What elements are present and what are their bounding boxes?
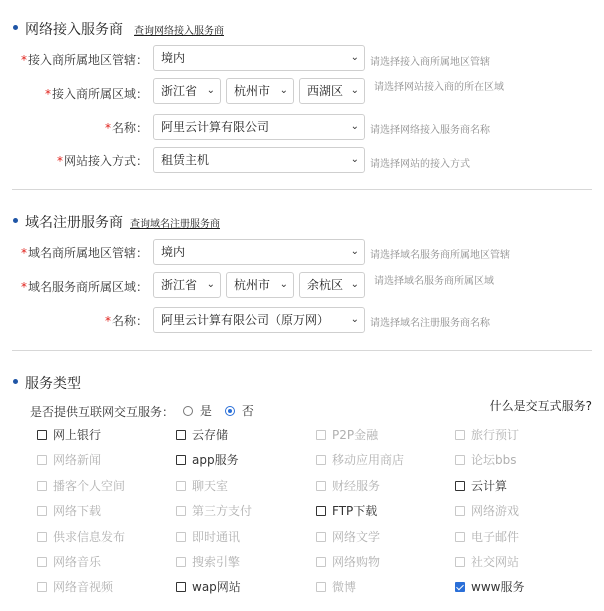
domain-district-select[interactable]: 余杭区 ⌄ [299,272,365,298]
domain-region-authority-label: *域名商所属地区管辖： [20,246,148,260]
domain-city-select[interactable]: 杭州市 ⌄ [226,272,294,298]
isp-region-authority-hint: 请选择接入商所属地区管辖 [370,57,490,68]
bullet-dot-icon [13,218,18,223]
checkbox-icon [455,430,465,440]
domain-registrar-name-select[interactable]: 阿里云计算有限公司（原万网） ⌄ [153,307,365,333]
checkbox-icon [316,532,326,542]
domain-region-hint: 请选择域名服务商所属区域 [374,276,494,287]
service-checkbox-item [316,578,356,595]
checkbox-icon [316,430,326,440]
checkbox-icon[interactable] [176,430,186,440]
isp-region-authority-label: *接入商所属地区管辖： [20,53,148,67]
checkbox-icon [37,481,47,491]
service-label: app服务 [192,453,239,468]
what-is-interactive-link[interactable]: 什么是交互式服务? [489,399,592,413]
service-label: FTP下载 [332,504,378,519]
service-label: 社交网站 [471,555,520,569]
chevron-down-icon: ⌄ [350,314,359,325]
checkbox-checked-icon[interactable] [455,582,465,592]
domain-region-authority-select[interactable]: 境内 ⌄ [153,239,365,265]
domain-province-select[interactable]: 浙江省 ⌄ [153,272,221,298]
isp-name-hint: 请选择网络接入服务商名称 [370,125,490,136]
domain-name-label: *名称： [104,314,148,328]
required-mark: * [104,314,111,328]
chevron-down-icon: ⌄ [350,52,359,63]
checkbox-icon [316,455,326,465]
required-mark: * [20,53,27,67]
service-label: 网络购物 [332,555,381,569]
isp-access-method-hint: 请选择网站的接入方式 [370,159,470,170]
service-checkbox-item [37,451,101,468]
service-section-title: 服务类型 [25,376,81,392]
isp-region-hint: 请选择网站接入商的所在区域 [374,82,504,93]
checkbox-icon [37,582,47,592]
service-checkbox-item [37,553,101,570]
checkbox-icon [37,455,47,465]
checkbox-icon [37,557,47,567]
isp-district-select[interactable]: 西湖区 ⌄ [299,78,365,104]
service-checkbox-item [176,528,240,545]
domain-section-title: 域名注册服务商 [25,215,123,231]
service-label: 网络下载 [53,504,102,519]
service-label: 即时通讯 [192,529,241,544]
service-checkbox-item[interactable] [316,502,377,519]
chevron-down-icon: ⌄ [350,279,359,290]
service-label: 供求信息发布 [53,529,126,544]
service-checkbox-item [176,502,252,519]
service-checkbox-item [37,528,125,545]
chevron-down-icon: ⌄ [206,85,215,96]
isp-region-authority-select[interactable]: 境内 ⌄ [153,45,365,71]
service-label: 网络音视频 [53,580,114,595]
bullet-dot-icon [13,25,18,30]
service-label: 云计算 [471,478,508,493]
bullet-dot-icon [13,379,18,384]
service-label: 网络音乐 [53,555,102,569]
domain-registrar-name-hint: 请选择域名注册服务商名称 [370,318,490,329]
service-label: 云存储 [192,428,229,442]
required-mark: * [44,87,51,101]
interactive-no-option[interactable]: 否 [225,402,254,419]
interactive-service-question: 是否提供互联网交互服务： [30,405,175,419]
service-checkbox-item [37,502,101,519]
checkbox-icon [176,557,186,567]
service-label: 网络游戏 [471,504,520,519]
isp-city-select[interactable]: 杭州市 ⌄ [226,78,294,104]
isp-access-method-select[interactable]: 租赁主机 ⌄ [153,147,365,173]
checkbox-icon [176,506,186,516]
service-checkbox-item [37,578,113,595]
service-checkbox-item [316,451,404,468]
checkbox-icon[interactable] [176,582,186,592]
checkbox-icon [455,455,465,465]
service-checkbox-item[interactable] [37,426,101,443]
service-label: 财经服务 [332,478,381,493]
required-mark: * [20,246,27,260]
required-mark: * [104,121,111,135]
service-label: 网上银行 [53,428,102,442]
service-label: 移动应用商店 [332,453,405,468]
checkbox-icon[interactable] [455,481,465,491]
query-isp-link[interactable]: 查询网络接入服务商 [134,26,224,37]
section-divider [12,189,592,190]
service-type-grid [37,426,597,602]
checkbox-icon[interactable] [316,506,326,516]
service-checkbox-item [455,451,517,468]
interactive-yes-option[interactable]: 是 [183,402,212,419]
service-checkbox-item[interactable] [455,578,524,595]
checkbox-icon [316,557,326,567]
service-checkbox-item[interactable] [176,578,241,595]
service-checkbox-item [176,477,228,494]
domain-region-label: *域名服务商所属区域： [20,280,148,294]
required-mark: * [56,154,63,168]
isp-access-method-label: *网站接入方式： [56,154,148,168]
isp-section-title: 网络接入服务商 [25,22,123,38]
chevron-down-icon: ⌄ [206,279,215,290]
chevron-down-icon: ⌄ [350,121,359,132]
service-label: 网络新闻 [53,453,102,468]
chevron-down-icon: ⌄ [350,85,359,96]
checkbox-icon [176,481,186,491]
chevron-down-icon: ⌄ [350,246,359,257]
service-label: wap网站 [192,580,241,595]
service-checkbox-item [455,502,519,519]
required-mark: * [20,280,27,294]
service-checkbox-item [455,528,519,545]
isp-region-label: *接入商所属区域： [44,87,148,101]
service-label: 搜索引擎 [192,555,241,569]
section-divider [12,350,592,351]
service-checkbox-item [455,426,519,443]
service-label: 电子邮件 [471,529,520,544]
isp-name-select[interactable]: 阿里云计算有限公司 ⌄ [153,114,365,140]
service-label: 第三方支付 [192,504,253,519]
checkbox-icon [316,481,326,491]
chevron-down-icon: ⌄ [279,85,288,96]
service-label: 论坛bbs [471,453,517,468]
service-label: 旅行预订 [471,428,520,442]
service-checkbox-item [37,477,125,494]
service-label: 播客个人空间 [53,478,126,493]
domain-region-authority-hint: 请选择域名服务商所属地区管辖 [370,250,510,261]
service-checkbox-item[interactable] [176,451,239,468]
service-checkbox-item[interactable] [455,477,507,494]
checkbox-icon [455,557,465,567]
service-label: 网络文学 [332,529,381,544]
service-checkbox-item[interactable] [176,426,228,443]
checkbox-icon [37,532,47,542]
isp-province-select[interactable]: 浙江省 ⌄ [153,78,221,104]
service-checkbox-item [176,553,240,570]
service-label: www服务 [471,580,525,595]
service-checkbox-item [455,553,519,570]
service-checkbox-item [316,528,380,545]
chevron-down-icon: ⌄ [350,154,359,165]
isp-name-label: *名称： [104,121,148,135]
chevron-down-icon: ⌄ [279,279,288,290]
checkbox-icon [455,506,465,516]
radio-yes[interactable] [183,406,193,416]
checkbox-icon [316,582,326,592]
service-label: 聊天室 [192,478,229,493]
service-checkbox-item [316,426,378,443]
checkbox-icon [176,532,186,542]
checkbox-icon[interactable] [37,430,47,440]
checkbox-icon [455,532,465,542]
service-checkbox-item [316,553,380,570]
checkbox-icon [37,506,47,516]
service-checkbox-item [316,477,380,494]
radio-no[interactable] [225,406,235,416]
service-label: 微博 [332,580,357,595]
service-label: P2P金融 [332,428,379,442]
query-domain-registrar-link[interactable]: 查询域名注册服务商 [130,219,220,230]
checkbox-icon[interactable] [176,455,186,465]
